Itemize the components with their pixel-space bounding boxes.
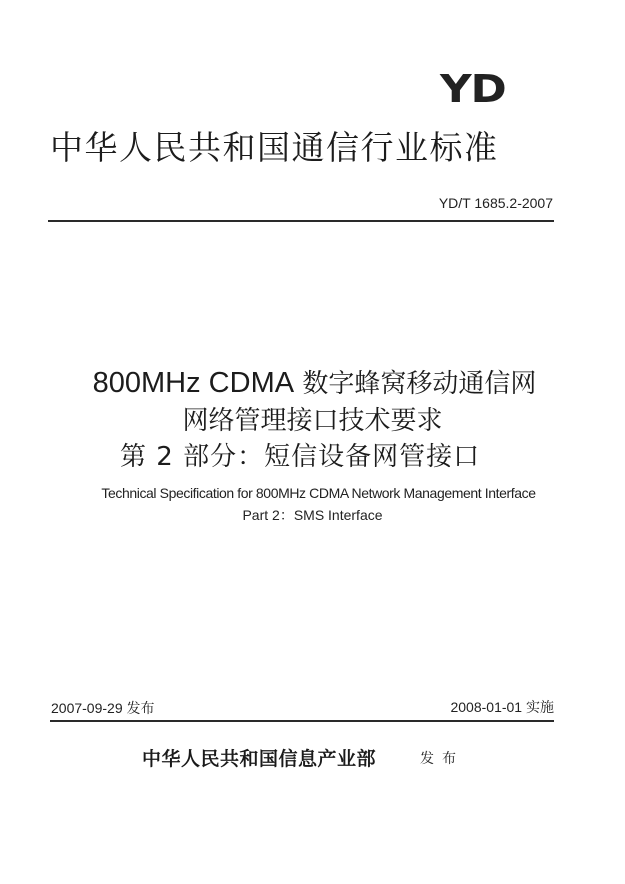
document-title-line-2: 网络管理接口技术要求 (182, 406, 443, 436)
title-latin-part: 800MHz CDMA (92, 367, 295, 399)
english-title-line-2: Part 2：SMS Interface (242, 507, 383, 523)
issue-date: 2007-09-29 发布 (51, 700, 155, 716)
title-cn-part: 数字蜂窝移动通信网 (302, 369, 537, 399)
yd-logo: YD (440, 67, 506, 111)
publish-label: 发布 (420, 751, 464, 767)
standard-category-title: 中华人民共和国通信行业标准 (50, 128, 499, 167)
standard-code: YD/T 1685.2-2007 (438, 195, 553, 211)
english-title-line-1: Technical Specification for 800MHz CDMA Network Management Interface (101, 485, 536, 501)
publisher-name: 中华人民共和国信息产业部 (142, 748, 377, 770)
footer-divider (50, 720, 554, 722)
implementation-date: 2008-01-01 实施 (450, 699, 554, 715)
header-divider (48, 220, 554, 222)
document-title-line-3: 第 2 部分：短信设备网管接口 (120, 442, 481, 472)
document-title-line-1 (0, 366, 625, 401)
